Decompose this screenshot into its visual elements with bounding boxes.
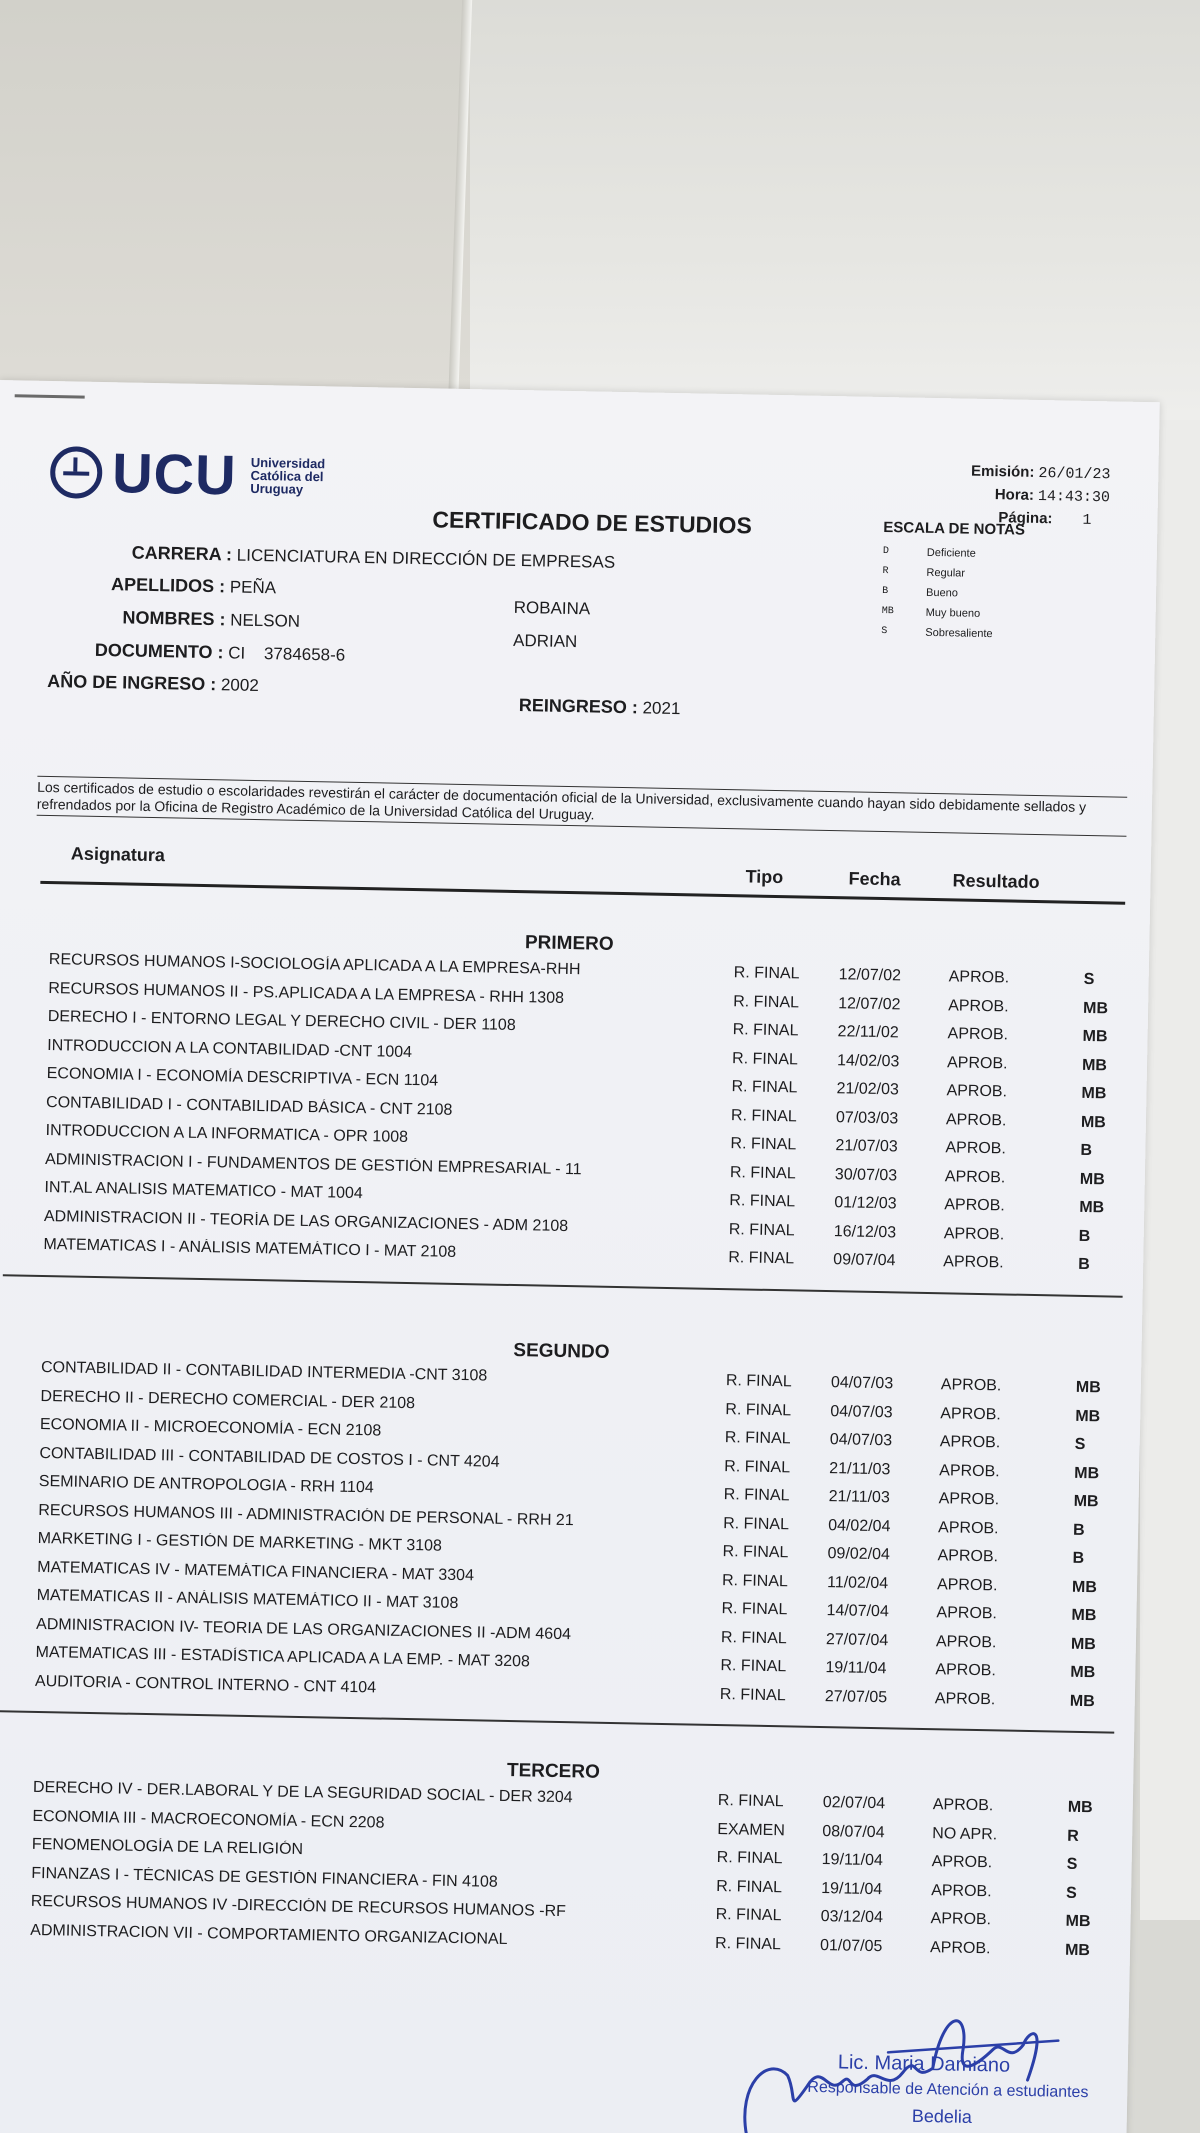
grade: MB [1073, 1492, 1099, 1511]
grade: B [1078, 1255, 1090, 1274]
exam-date: 07/03/03 [835, 1108, 899, 1127]
exam-date: 21/07/03 [835, 1137, 898, 1156]
exam-date: 04/07/03 [830, 1402, 893, 1421]
subject: MATEMATICAS IV - MATEMÁTICA FINANCIERA - MAT 3304 [37, 1558, 475, 1584]
grade: MB [1074, 1464, 1100, 1482]
subject: INTRODUCCION A LA CONTABILIDAD -CNT 1004 [47, 1036, 413, 1061]
exam-date: 16/12/03 [833, 1222, 897, 1241]
exam-type: R. FINAL [724, 1429, 791, 1448]
exam-type: R. FINAL [716, 1877, 783, 1896]
grade-scale-title: ESCALA DE NOTAS [883, 518, 1026, 539]
result: APROB. [938, 1490, 1000, 1509]
subject: AUDITORIA - CONTROL INTERNO - CNT 4104 [34, 1672, 377, 1696]
col-tipo: Tipo [745, 866, 784, 888]
signatory-role: Responsable de Atención a estudiantes [807, 2078, 1089, 2102]
nombres-field: NOMBRES : NELSON [122, 607, 301, 631]
exam-date: 11/02/04 [826, 1573, 889, 1592]
apellido1: PEÑA [229, 577, 277, 598]
result: APROB. [934, 1689, 996, 1708]
subject: MARKETING I - GESTIÓN DE MARKETING - MKT 3108 [37, 1529, 443, 1555]
apellidos-field: APELLIDOS : PEÑA [110, 574, 277, 598]
col-resultado: Resultado [952, 870, 1040, 893]
grade: MB [1082, 1027, 1108, 1046]
issue-info: Emisión: 26/01/23 Hora: 14:43:30 Página: 1 [970, 462, 1111, 529]
exam-type: R. FINAL [728, 1220, 795, 1239]
exam-date: 12/07/02 [838, 994, 901, 1013]
signatory-department: Bedelia [911, 2105, 973, 2127]
grade: MB [1081, 1084, 1107, 1103]
grade: MB [1067, 1798, 1093, 1817]
documento-value: 3784658-6 [263, 644, 346, 665]
col-asignatura: Asignatura [70, 843, 166, 866]
exam-type: R. FINAL [720, 1657, 787, 1676]
grade: MB [1071, 1606, 1097, 1625]
subject: RECURSOS HUMANOS II - PS.APLICADA A LA EMPRESA - RHH 1308 [48, 979, 565, 1007]
exam-type: R. FINAL [721, 1600, 788, 1619]
exam-date: 19/11/04 [821, 1879, 883, 1898]
result: APROB. [948, 968, 1010, 987]
result: APROB. [935, 1632, 997, 1651]
exam-type: EXAMEN [717, 1820, 786, 1839]
grade-scale-item [882, 582, 1024, 605]
grade-scale-item [883, 542, 1025, 565]
sheet-mark [15, 394, 85, 398]
result: NO APR. [932, 1824, 998, 1843]
exam-date: 21/02/03 [836, 1080, 899, 1099]
grade: MB [1069, 1692, 1095, 1710]
subject: CONTABILIDAD III - CONTABILIDAD DE COSTOS I - CNT 4204 [39, 1444, 500, 1471]
university-logo [50, 439, 326, 509]
subject: DERECHO I - ENTORNO LEGAL Y DERECHO CIVIL - DER 1108 [47, 1008, 516, 1035]
section-title: TERCERO [506, 1759, 601, 1783]
grade-scale-item [882, 602, 1024, 625]
exam-date: 02/07/04 [822, 1794, 886, 1813]
subject: INT.AL ANALISIS MATEMATICO - MAT 1004 [44, 1179, 363, 1203]
section-title: SEGUNDO [513, 1340, 610, 1363]
result: APROB. [937, 1547, 999, 1566]
subject: DERECHO II - DERECHO COMERCIAL - DER 2108 [40, 1387, 416, 1412]
nombre1: NELSON [229, 610, 301, 631]
exam-date: 21/11/03 [828, 1488, 890, 1507]
exam-date: 08/07/04 [822, 1822, 885, 1841]
grade-label: Bueno [925, 586, 959, 600]
result: APROB. [932, 1796, 994, 1815]
ingreso-value: 2002 [220, 675, 259, 696]
subject: MATEMATICAS II - ANÁLISIS MATEMÁTICO II - MAT 3108 [36, 1586, 459, 1613]
grade: B [1072, 1549, 1085, 1568]
result: APROB. [930, 1910, 992, 1929]
grade-label: Muy bueno [925, 606, 981, 620]
col-fecha: Fecha [848, 868, 901, 890]
ingreso-field: AÑO DE INGRESO : 2002 [47, 670, 259, 696]
exam-type: R. FINAL [729, 1163, 796, 1182]
legal-notice: Los certificados de estudio o escolaridades revestirán el carácter de documentación oficial de la Universidad, exclusivamente cuando hayan sido debidamente sellados y refrendados por la Oficina de Registro Académico de la Universidad Católica del Uruguay. [37, 776, 1128, 837]
grade-code: R [882, 565, 889, 578]
exam-date: 19/11/04 [825, 1659, 887, 1678]
exam-type: R. FINAL [722, 1543, 789, 1562]
exam-type: R. FINAL [723, 1514, 790, 1533]
grade: B [1080, 1141, 1093, 1160]
exam-date: 01/07/05 [819, 1936, 883, 1955]
exam-type: R. FINAL [715, 1906, 782, 1925]
grade: S [1066, 1855, 1078, 1873]
subject: MATEMATICAS III - ESTADÍSTICA APLICADA A LA EMP. - MAT 3208 [35, 1643, 531, 1671]
exam-date: 14/02/03 [836, 1051, 900, 1070]
grade: R [1067, 1827, 1079, 1845]
exam-date: 09/07/04 [833, 1251, 896, 1270]
grade-label: Deficiente [926, 546, 976, 560]
grade: B [1072, 1521, 1085, 1539]
grade: MB [1071, 1578, 1098, 1596]
subject: SEMINARIO DE ANTROPOLOGIA - RRH 1104 [38, 1472, 374, 1497]
logo-subtitle: Universidad Católica del Uruguay [250, 454, 326, 497]
subject: ADMINISTRACION II - TEORÍA DE LAS ORGANIZACIONES - ADM 2108 [43, 1207, 569, 1235]
grade: MB [1064, 1941, 1091, 1959]
result: APROB. [936, 1575, 998, 1594]
grade: S [1065, 1884, 1077, 1902]
result: APROB. [936, 1604, 998, 1623]
exam-date: 27/07/04 [825, 1630, 889, 1649]
result: APROB. [948, 996, 1009, 1015]
exam-type: R. FINAL [730, 1106, 797, 1125]
exam-date: 19/11/04 [821, 1851, 883, 1870]
handwritten-signature [726, 1964, 1089, 2133]
exam-type: R. FINAL [732, 1021, 799, 1040]
result: APROB. [944, 1196, 1005, 1215]
apellido2: ROBAINA [513, 597, 591, 619]
exam-type: R. FINAL [731, 1049, 799, 1068]
exam-date: 22/11/02 [837, 1023, 899, 1042]
grade: S [1083, 970, 1095, 989]
result: APROB. [935, 1661, 997, 1680]
nombre2: ADRIAN [512, 630, 578, 652]
subject: MATEMATICAS I - ANÁLISIS MATEMÁTICO I - MAT 2108 [43, 1235, 457, 1261]
result: APROB. [947, 1025, 1009, 1044]
carrera-field: CARRERA : LICENCIATURA EN DIRECCIÓN DE EMPRESAS [131, 542, 616, 572]
exam-date: 01/12/03 [834, 1194, 897, 1213]
result: APROB. [939, 1461, 1000, 1480]
result: APROB. [940, 1376, 1002, 1395]
subject: RECURSOS HUMANOS IV -DIRECCIÓN DE RECURSOS HUMANOS -RF [30, 1892, 567, 1921]
exam-date: 04/07/03 [830, 1374, 894, 1393]
subject: CONTABILIDAD I - CONTABILIDAD BÁSICA - CNT 2108 [45, 1093, 453, 1119]
exam-date: 04/02/04 [828, 1516, 891, 1535]
grade: MB [1065, 1912, 1091, 1931]
grade: S [1074, 1435, 1086, 1454]
grade-code: S [881, 625, 888, 638]
grade: MB [1070, 1663, 1096, 1682]
result: APROB. [940, 1404, 1001, 1423]
result: APROB. [946, 1053, 1008, 1072]
documento-field: DOCUMENTO : CI 3784658-6 [94, 639, 346, 665]
exam-type: R. FINAL [731, 1078, 798, 1097]
result: APROB. [944, 1167, 1006, 1186]
subject: ADMINISTRACION IV- TEORIA DE LAS ORGANIZACIONES II -ADM 4604 [35, 1615, 572, 1643]
result: APROB. [943, 1253, 1004, 1272]
subject: INTRODUCCION A LA INFORMATICA - OPR 1008 [45, 1122, 409, 1146]
university-seal-icon [50, 445, 103, 498]
result: APROB. [939, 1433, 1001, 1452]
page-title: CERTIFICADO DE ESTUDIOS [432, 506, 753, 539]
exam-type: R. FINAL [729, 1192, 796, 1211]
grade: MB [1081, 1056, 1108, 1074]
exam-date: 30/07/03 [834, 1165, 898, 1184]
result: APROB. [931, 1853, 993, 1872]
issue-time: 14:43:30 [1037, 487, 1111, 507]
grade-code: B [881, 585, 889, 598]
carrera-value: LICENCIATURA EN DIRECCIÓN DE EMPRESAS [236, 545, 616, 572]
result: APROB. [946, 1082, 1008, 1101]
exam-date: 14/07/04 [826, 1602, 889, 1621]
exam-type: R. FINAL [730, 1135, 797, 1154]
grade: MB [1079, 1170, 1105, 1188]
grade: MB [1082, 999, 1109, 1017]
exam-type: R. FINAL [733, 964, 800, 983]
exam-date: 27/07/05 [824, 1687, 888, 1706]
subject: ECONOMIA I - ECONOMÍA DESCRIPTIVA - ECN 1104 [46, 1065, 439, 1090]
grade: MB [1080, 1113, 1107, 1131]
exam-type: R. FINAL [725, 1372, 792, 1391]
reingreso-value: 2021 [642, 698, 681, 719]
subject: ADMINISTRACION I - FUNDAMENTOS DE GESTIÓN EMPRESARIAL - 11 [44, 1150, 582, 1178]
grade: MB [1070, 1635, 1096, 1653]
exam-date: 03/12/04 [820, 1908, 884, 1927]
subject: FENOMENOLOGÍA DE LA RELIGIÓN [31, 1835, 304, 1859]
exam-type: R. FINAL [728, 1249, 795, 1268]
result: APROB. [945, 1110, 1007, 1129]
subject: CONTABILIDAD II - CONTABILIDAD INTERMEDIA -CNT 3108 [40, 1358, 488, 1385]
grade: B [1078, 1227, 1091, 1245]
exam-type: R. FINAL [720, 1628, 787, 1647]
subject: FINANZAS I - TÉCNICAS DE GESTIÓN FINANCIERA - FIN 4108 [31, 1864, 498, 1891]
exam-type: R. FINAL [724, 1457, 791, 1476]
exam-date: 12/07/02 [838, 966, 902, 985]
signatory-name: Lic. Maria Damiano [837, 2051, 1011, 2077]
result: APROB. [945, 1139, 1007, 1158]
subject: ECONOMIA II - MICROECONOMÍA - ECN 2108 [39, 1415, 382, 1440]
reingreso-field: REINGRESO : 2021 [518, 695, 681, 719]
subject: RECURSOS HUMANOS I-SOCIOLOGÍA APLICADA A LA EMPRESA-RHH [48, 951, 581, 979]
grade: MB [1079, 1198, 1105, 1217]
result: APROB. [931, 1881, 992, 1900]
grade-scale-item [881, 622, 1023, 645]
issue-date: 26/01/23 [1038, 464, 1111, 484]
subject: RECURSOS HUMANOS III - ADMINISTRACIÓN DE PERSONAL - RRH 21 [38, 1501, 574, 1529]
exam-type: R. FINAL [714, 1934, 782, 1953]
exam-type: R. FINAL [723, 1486, 790, 1505]
grade: MB [1075, 1378, 1101, 1397]
exam-type: R. FINAL [725, 1400, 792, 1419]
exam-date: 04/07/03 [829, 1431, 893, 1450]
result: APROB. [943, 1224, 1005, 1243]
exam-type: R. FINAL [716, 1849, 783, 1868]
grade-scale [881, 519, 1025, 645]
grade-code: MB [881, 605, 894, 618]
result: APROB. [937, 1518, 999, 1537]
grade-label: Regular [926, 566, 966, 580]
section-title: PRIMERO [524, 932, 614, 955]
exam-type: R. FINAL [719, 1685, 786, 1704]
grade-label: Sobresaliente [925, 626, 993, 641]
subject: DERECHO IV - DER.LABORAL Y DE LA SEGURIDAD SOCIAL - DER 3204 [32, 1778, 573, 1807]
logo-text: UCU [111, 441, 238, 507]
exam-date: 21/11/03 [829, 1459, 891, 1478]
grade-scale-item [882, 562, 1024, 585]
page-number: 1 [1082, 511, 1092, 529]
exam-date: 09/02/04 [827, 1545, 891, 1564]
exam-type: R. FINAL [733, 992, 800, 1011]
subject: ECONOMIA III - MACROECONOMÍA - ECN 2208 [32, 1807, 385, 1832]
subject: ADMINISTRACION VII - COMPORTAMIENTO ORGANIZACIONAL [30, 1921, 508, 1948]
grade: MB [1075, 1407, 1101, 1425]
exam-type: R. FINAL [717, 1792, 784, 1811]
result: APROB. [929, 1938, 991, 1957]
certificate-sheet [0, 380, 1160, 2133]
exam-type: R. FINAL [721, 1571, 789, 1590]
background-folder-flap [0, 0, 470, 400]
grade-code: D [882, 545, 889, 558]
